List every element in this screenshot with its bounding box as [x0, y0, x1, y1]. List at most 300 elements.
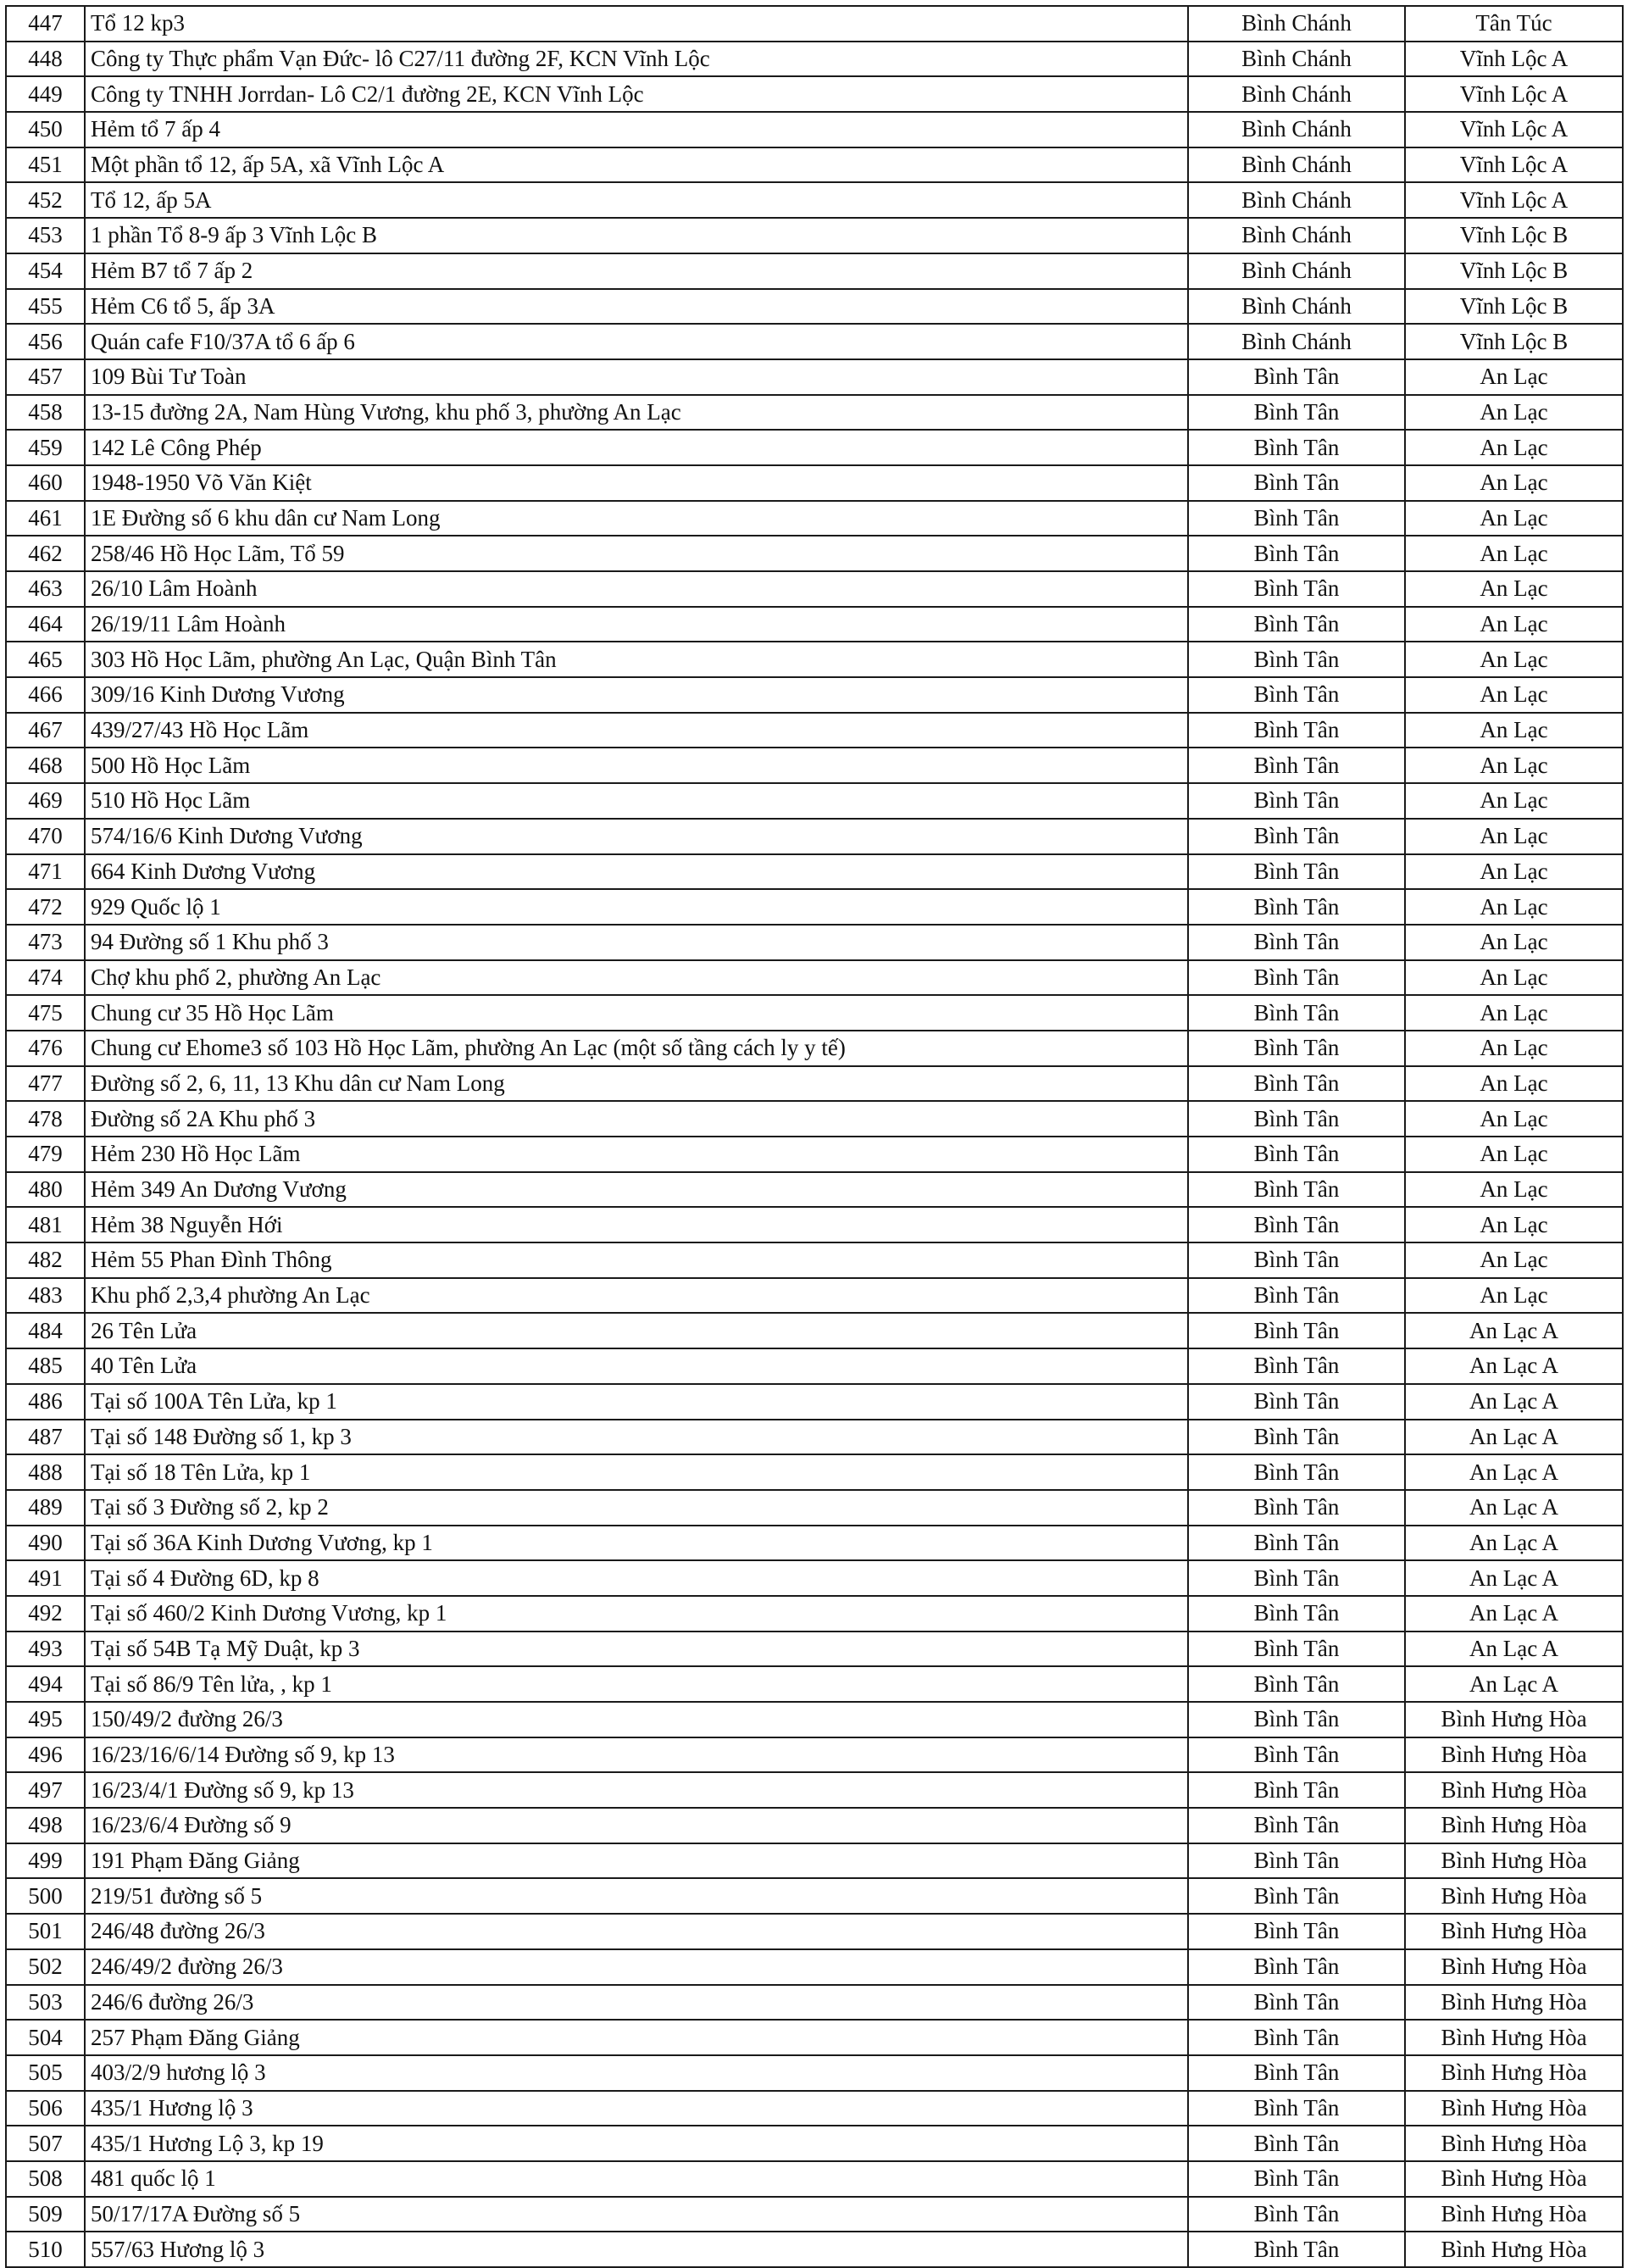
table-row — [6, 925, 1623, 960]
table-row — [6, 1632, 1623, 1667]
table-row — [6, 253, 1623, 289]
district-cell: Bình Tân — [1188, 2020, 1405, 2055]
district-cell: Bình Tân — [1188, 748, 1405, 783]
row-number-cell: 483 — [6, 1278, 85, 1314]
address-cell: Hẻm C6 tổ 5, ấp 3A — [85, 289, 1188, 325]
ward-cell: An Lạc — [1405, 995, 1623, 1031]
district-cell: Bình Tân — [1188, 2091, 1405, 2126]
row-number-cell: 498 — [6, 1808, 85, 1843]
table-row — [6, 2055, 1623, 2091]
row-number-cell: 449 — [6, 76, 85, 112]
table-row — [6, 112, 1623, 147]
district-cell: Bình Tân — [1188, 713, 1405, 748]
address-cell: Công ty Thực phẩm Vạn Đức- lô C27/11 đường 2F, KCN Vĩnh Lộc — [85, 42, 1188, 77]
district-cell: Bình Chánh — [1188, 218, 1405, 253]
ward-cell: Bình Hưng Hòa — [1405, 1702, 1623, 1737]
district-cell: Bình Tân — [1188, 1772, 1405, 1808]
district-cell: Bình Tân — [1188, 1914, 1405, 1949]
district-cell: Bình Tân — [1188, 1313, 1405, 1348]
district-cell: Bình Tân — [1188, 1384, 1405, 1420]
row-number-cell: 490 — [6, 1526, 85, 1561]
table-row — [6, 76, 1623, 112]
address-cell: Tổ 12 kp3 — [85, 6, 1188, 42]
ward-cell: Vĩnh Lộc B — [1405, 253, 1623, 289]
ward-cell: Bình Hưng Hòa — [1405, 1949, 1623, 1985]
table-row — [6, 430, 1623, 465]
ward-cell: An Lạc — [1405, 1031, 1623, 1066]
row-number-cell: 477 — [6, 1066, 85, 1102]
district-cell: Bình Tân — [1188, 1172, 1405, 1208]
table-row — [6, 2020, 1623, 2055]
row-number-cell: 501 — [6, 1914, 85, 1949]
district-cell: Bình Tân — [1188, 536, 1405, 571]
ward-cell: An Lạc — [1405, 713, 1623, 748]
district-cell: Bình Tân — [1188, 783, 1405, 819]
ward-cell: An Lạc — [1405, 960, 1623, 996]
ward-cell: An Lạc — [1405, 359, 1623, 395]
address-cell: 142 Lê Công Phép — [85, 430, 1188, 465]
row-number-cell: 510 — [6, 2232, 85, 2267]
ward-cell: Vĩnh Lộc B — [1405, 218, 1623, 253]
address-cell: 1 phần Tổ 8-9 ấp 3 Vĩnh Lộc B — [85, 218, 1188, 253]
address-cell: Tổ 12, ấp 5A — [85, 182, 1188, 218]
table-row — [6, 1278, 1623, 1314]
address-cell: 94 Đường số 1 Khu phố 3 — [85, 925, 1188, 960]
ward-cell: Bình Hưng Hòa — [1405, 2232, 1623, 2267]
address-cell: Đường số 2, 6, 11, 13 Khu dân cư Nam Long — [85, 1066, 1188, 1102]
table-row — [6, 1560, 1623, 1596]
table-row — [6, 1737, 1623, 1773]
row-number-cell: 447 — [6, 6, 85, 42]
district-cell: Bình Tân — [1188, 1031, 1405, 1066]
row-number-cell: 499 — [6, 1843, 85, 1879]
district-cell: Bình Tân — [1188, 889, 1405, 925]
district-cell: Bình Tân — [1188, 607, 1405, 642]
district-cell: Bình Tân — [1188, 1560, 1405, 1596]
row-number-cell: 450 — [6, 112, 85, 147]
district-cell: Bình Chánh — [1188, 182, 1405, 218]
table-row — [6, 1596, 1623, 1632]
ward-cell: An Lạc A — [1405, 1420, 1623, 1455]
ward-cell: An Lạc — [1405, 854, 1623, 890]
row-number-cell: 486 — [6, 1384, 85, 1420]
ward-cell: Bình Hưng Hòa — [1405, 2197, 1623, 2232]
table-row — [6, 1101, 1623, 1137]
address-cell: 13-15 đường 2A, Nam Hùng Vương, khu phố 3, phường An Lạc — [85, 395, 1188, 431]
ward-cell: An Lạc — [1405, 1278, 1623, 1314]
row-number-cell: 481 — [6, 1207, 85, 1242]
table-row — [6, 1526, 1623, 1561]
address-cell: 16/23/4/1 Đường số 9, kp 13 — [85, 1772, 1188, 1808]
address-cell: Tại số 148 Đường số 1, kp 3 — [85, 1420, 1188, 1455]
district-cell: Bình Tân — [1188, 501, 1405, 536]
district-cell: Bình Tân — [1188, 854, 1405, 890]
district-cell: Bình Tân — [1188, 1702, 1405, 1737]
ward-cell: Bình Hưng Hòa — [1405, 1737, 1623, 1773]
row-number-cell: 479 — [6, 1137, 85, 1172]
ward-cell: An Lạc — [1405, 783, 1623, 819]
row-number-cell: 448 — [6, 42, 85, 77]
district-cell: Bình Tân — [1188, 1101, 1405, 1137]
table-row — [6, 2197, 1623, 2232]
district-cell: Bình Tân — [1188, 1242, 1405, 1278]
table-row — [6, 1242, 1623, 1278]
row-number-cell: 496 — [6, 1737, 85, 1773]
ward-cell: An Lạc — [1405, 889, 1623, 925]
address-cell: 246/6 đường 26/3 — [85, 1985, 1188, 2021]
address-cell: 16/23/6/4 Đường số 9 — [85, 1808, 1188, 1843]
ward-cell: An Lạc — [1405, 748, 1623, 783]
ward-cell: Bình Hưng Hòa — [1405, 2020, 1623, 2055]
district-cell: Bình Tân — [1188, 1985, 1405, 2021]
district-cell: Bình Tân — [1188, 1348, 1405, 1384]
address-cell: Công ty TNHH Jorrdan- Lô C2/1 đường 2E, KCN Vĩnh Lộc — [85, 76, 1188, 112]
district-cell: Bình Tân — [1188, 1207, 1405, 1242]
district-cell: Bình Tân — [1188, 2126, 1405, 2161]
ward-cell: Bình Hưng Hòa — [1405, 1985, 1623, 2021]
table-row — [6, 501, 1623, 536]
address-cell: 1E Đường số 6 khu dân cư Nam Long — [85, 501, 1188, 536]
district-cell: Bình Tân — [1188, 1808, 1405, 1843]
district-cell: Bình Tân — [1188, 960, 1405, 996]
row-number-cell: 491 — [6, 1560, 85, 1596]
row-number-cell: 478 — [6, 1101, 85, 1137]
table-row — [6, 713, 1623, 748]
address-cell: Tại số 54B Tạ Mỹ Duật, kp 3 — [85, 1632, 1188, 1667]
ward-cell: Bình Hưng Hòa — [1405, 1808, 1623, 1843]
table-row — [6, 1772, 1623, 1808]
row-number-cell: 503 — [6, 1985, 85, 2021]
address-cell: 303 Hồ Học Lãm, phường An Lạc, Quận Bình Tân — [85, 642, 1188, 677]
row-number-cell: 487 — [6, 1420, 85, 1455]
table-row — [6, 642, 1623, 677]
ward-cell: Vĩnh Lộc B — [1405, 324, 1623, 359]
district-cell: Bình Tân — [1188, 1843, 1405, 1879]
district-cell: Bình Tân — [1188, 1878, 1405, 1914]
district-cell: Bình Chánh — [1188, 6, 1405, 42]
address-cell: Tại số 100A Tên Lửa, kp 1 — [85, 1384, 1188, 1420]
table-row — [6, 2091, 1623, 2126]
address-cell: 50/17/17A Đường số 5 — [85, 2197, 1188, 2232]
address-cell: 40 Tên Lửa — [85, 1348, 1188, 1384]
ward-cell: An Lạc A — [1405, 1490, 1623, 1526]
row-number-cell: 457 — [6, 359, 85, 395]
ward-cell: An Lạc A — [1405, 1454, 1623, 1490]
district-cell: Bình Tân — [1188, 1632, 1405, 1667]
district-cell: Bình Tân — [1188, 1137, 1405, 1172]
table-row — [6, 465, 1623, 501]
table-row — [6, 1420, 1623, 1455]
ward-cell: An Lạc — [1405, 642, 1623, 677]
district-cell: Bình Tân — [1188, 1490, 1405, 1526]
ward-cell: Vĩnh Lộc A — [1405, 42, 1623, 77]
row-number-cell: 500 — [6, 1878, 85, 1914]
row-number-cell: 489 — [6, 1490, 85, 1526]
ward-cell: Bình Hưng Hòa — [1405, 2126, 1623, 2161]
ward-cell: An Lạc — [1405, 1101, 1623, 1137]
district-cell: Bình Tân — [1188, 359, 1405, 395]
address-cell: Tại số 86/9 Tên lửa, , kp 1 — [85, 1666, 1188, 1702]
ward-cell: Tân Túc — [1405, 6, 1623, 42]
ward-cell: An Lạc A — [1405, 1348, 1623, 1384]
row-number-cell: 465 — [6, 642, 85, 677]
address-cell: 258/46 Hồ Học Lãm, Tổ 59 — [85, 536, 1188, 571]
ward-cell: Bình Hưng Hòa — [1405, 1914, 1623, 1949]
ward-cell: An Lạc — [1405, 430, 1623, 465]
row-number-cell: 472 — [6, 889, 85, 925]
address-cell: 26/10 Lâm Hoành — [85, 571, 1188, 607]
table-row — [6, 571, 1623, 607]
district-cell: Bình Tân — [1188, 1596, 1405, 1632]
address-cell: 435/1 Hương Lộ 3, kp 19 — [85, 2126, 1188, 2161]
row-number-cell: 494 — [6, 1666, 85, 1702]
row-number-cell: 469 — [6, 783, 85, 819]
row-number-cell: 508 — [6, 2161, 85, 2197]
ward-cell: An Lạc — [1405, 395, 1623, 431]
row-number-cell: 461 — [6, 501, 85, 536]
table-row — [6, 960, 1623, 996]
address-cell: Tại số 18 Tên Lửa, kp 1 — [85, 1454, 1188, 1490]
row-number-cell: 474 — [6, 960, 85, 996]
district-cell: Bình Tân — [1188, 1066, 1405, 1102]
table-row — [6, 1808, 1623, 1843]
address-cell: 309/16 Kinh Dương Vương — [85, 677, 1188, 713]
address-cell: Tại số 4 Đường 6D, kp 8 — [85, 1560, 1188, 1596]
district-cell: Bình Tân — [1188, 395, 1405, 431]
table-row — [6, 1348, 1623, 1384]
ward-cell: An Lạc A — [1405, 1526, 1623, 1561]
district-cell: Bình Tân — [1188, 1526, 1405, 1561]
address-cell: 403/2/9 hương lộ 3 — [85, 2055, 1188, 2091]
ward-cell: Vĩnh Lộc A — [1405, 182, 1623, 218]
table-row — [6, 1702, 1623, 1737]
ward-cell: Bình Hưng Hòa — [1405, 2091, 1623, 2126]
ward-cell: An Lạc — [1405, 1137, 1623, 1172]
row-number-cell: 475 — [6, 995, 85, 1031]
district-cell: Bình Tân — [1188, 642, 1405, 677]
row-number-cell: 467 — [6, 713, 85, 748]
row-number-cell: 468 — [6, 748, 85, 783]
address-cell: 257 Phạm Đăng Giảng — [85, 2020, 1188, 2055]
table-row — [6, 536, 1623, 571]
address-cell: 1948-1950 Võ Văn Kiệt — [85, 465, 1188, 501]
row-number-cell: 484 — [6, 1313, 85, 1348]
ward-cell: An Lạc A — [1405, 1596, 1623, 1632]
address-cell: 26/19/11 Lâm Hoành — [85, 607, 1188, 642]
row-number-cell: 506 — [6, 2091, 85, 2126]
row-number-cell: 504 — [6, 2020, 85, 2055]
address-cell: Hẻm 230 Hồ Học Lãm — [85, 1137, 1188, 1172]
table-row — [6, 783, 1623, 819]
row-number-cell: 476 — [6, 1031, 85, 1066]
district-cell: Bình Tân — [1188, 2161, 1405, 2197]
address-cell: 150/49/2 đường 26/3 — [85, 1702, 1188, 1737]
district-cell: Bình Tân — [1188, 819, 1405, 854]
ward-cell: Bình Hưng Hòa — [1405, 2055, 1623, 2091]
ward-cell: An Lạc A — [1405, 1560, 1623, 1596]
district-cell: Bình Tân — [1188, 2055, 1405, 2091]
table-row — [6, 748, 1623, 783]
table-row — [6, 2126, 1623, 2161]
ward-cell: An Lạc — [1405, 501, 1623, 536]
address-cell: 26 Tên Lửa — [85, 1313, 1188, 1348]
row-number-cell: 458 — [6, 395, 85, 431]
table-row — [6, 889, 1623, 925]
ward-cell: Vĩnh Lộc A — [1405, 147, 1623, 183]
address-cell: 574/16/6 Kinh Dương Vương — [85, 819, 1188, 854]
table-row — [6, 6, 1623, 42]
district-cell: Bình Tân — [1188, 571, 1405, 607]
address-cell: 191 Phạm Đăng Giảng — [85, 1843, 1188, 1879]
row-number-cell: 482 — [6, 1242, 85, 1278]
table-row — [6, 854, 1623, 890]
row-number-cell: 485 — [6, 1348, 85, 1384]
row-number-cell: 507 — [6, 2126, 85, 2161]
row-number-cell: 488 — [6, 1454, 85, 1490]
address-cell: 664 Kinh Dương Vương — [85, 854, 1188, 890]
table-row — [6, 819, 1623, 854]
district-cell: Bình Tân — [1188, 1420, 1405, 1455]
table-row — [6, 289, 1623, 325]
table-row — [6, 1666, 1623, 1702]
district-cell: Bình Chánh — [1188, 42, 1405, 77]
table-row — [6, 1878, 1623, 1914]
address-cell: Quán cafe F10/37A tổ 6 ấp 6 — [85, 324, 1188, 359]
table-row — [6, 1454, 1623, 1490]
table-row — [6, 2161, 1623, 2197]
ward-cell: An Lạc — [1405, 1242, 1623, 1278]
table-row — [6, 1914, 1623, 1949]
row-number-cell: 470 — [6, 819, 85, 854]
district-cell: Bình Tân — [1188, 677, 1405, 713]
row-number-cell: 464 — [6, 607, 85, 642]
district-cell: Bình Tân — [1188, 1454, 1405, 1490]
district-cell: Bình Tân — [1188, 1666, 1405, 1702]
ward-cell: Vĩnh Lộc A — [1405, 76, 1623, 112]
row-number-cell: 505 — [6, 2055, 85, 2091]
district-cell: Bình Tân — [1188, 2197, 1405, 2232]
row-number-cell: 451 — [6, 147, 85, 183]
district-cell: Bình Tân — [1188, 995, 1405, 1031]
row-number-cell: 509 — [6, 2197, 85, 2232]
table-row — [6, 1949, 1623, 1985]
ward-cell: An Lạc — [1405, 1207, 1623, 1242]
table-row — [6, 218, 1623, 253]
row-number-cell: 455 — [6, 289, 85, 325]
ward-cell: An Lạc — [1405, 819, 1623, 854]
table-row — [6, 324, 1623, 359]
address-cell: Hẻm tổ 7 ấp 4 — [85, 112, 1188, 147]
district-cell: Bình Chánh — [1188, 289, 1405, 325]
ward-cell: Bình Hưng Hòa — [1405, 1878, 1623, 1914]
ward-cell: An Lạc A — [1405, 1313, 1623, 1348]
address-cell: Tại số 36A Kinh Dương Vương, kp 1 — [85, 1526, 1188, 1561]
row-number-cell: 466 — [6, 677, 85, 713]
address-table — [5, 5, 1624, 2268]
ward-cell: Bình Hưng Hòa — [1405, 1772, 1623, 1808]
ward-cell: An Lạc — [1405, 1172, 1623, 1208]
table-row — [6, 1313, 1623, 1348]
row-number-cell: 492 — [6, 1596, 85, 1632]
address-table-body — [6, 6, 1623, 2267]
address-cell: 439/27/43 Hồ Học Lãm — [85, 713, 1188, 748]
ward-cell: An Lạc A — [1405, 1666, 1623, 1702]
row-number-cell: 497 — [6, 1772, 85, 1808]
row-number-cell: 460 — [6, 465, 85, 501]
row-number-cell: 495 — [6, 1702, 85, 1737]
row-number-cell: 456 — [6, 324, 85, 359]
address-cell: Chung cư 35 Hồ Học Lãm — [85, 995, 1188, 1031]
ward-cell: An Lạc — [1405, 925, 1623, 960]
address-cell: 16/23/16/6/14 Đường số 9, kp 13 — [85, 1737, 1188, 1773]
table-row — [6, 1066, 1623, 1102]
district-cell: Bình Chánh — [1188, 76, 1405, 112]
row-number-cell: 502 — [6, 1949, 85, 1985]
row-number-cell: 452 — [6, 182, 85, 218]
address-cell: Một phần tổ 12, ấp 5A, xã Vĩnh Lộc A — [85, 147, 1188, 183]
address-cell: 435/1 Hương lộ 3 — [85, 2091, 1188, 2126]
row-number-cell: 459 — [6, 430, 85, 465]
address-cell: Hẻm B7 tổ 7 ấp 2 — [85, 253, 1188, 289]
table-row — [6, 1172, 1623, 1208]
district-cell: Bình Chánh — [1188, 112, 1405, 147]
district-cell: Bình Tân — [1188, 465, 1405, 501]
district-cell: Bình Tân — [1188, 1949, 1405, 1985]
address-cell: 510 Hồ Học Lãm — [85, 783, 1188, 819]
table-row — [6, 1137, 1623, 1172]
address-cell: Hẻm 55 Phan Đình Thông — [85, 1242, 1188, 1278]
address-cell: 219/51 đường số 5 — [85, 1878, 1188, 1914]
address-cell: Hẻm 38 Nguyễn Hới — [85, 1207, 1188, 1242]
row-number-cell: 480 — [6, 1172, 85, 1208]
address-cell: 929 Quốc lộ 1 — [85, 889, 1188, 925]
address-cell: 246/49/2 đường 26/3 — [85, 1949, 1188, 1985]
row-number-cell: 463 — [6, 571, 85, 607]
district-cell: Bình Tân — [1188, 925, 1405, 960]
table-row — [6, 995, 1623, 1031]
table-row — [6, 1985, 1623, 2021]
table-row — [6, 395, 1623, 431]
table-row — [6, 359, 1623, 395]
address-cell: 246/48 đường 26/3 — [85, 1914, 1188, 1949]
address-cell: Tại số 3 Đường số 2, kp 2 — [85, 1490, 1188, 1526]
table-row — [6, 147, 1623, 183]
address-cell: Đường số 2A Khu phố 3 — [85, 1101, 1188, 1137]
row-number-cell: 493 — [6, 1632, 85, 1667]
ward-cell: An Lạc — [1405, 677, 1623, 713]
district-cell: Bình Tân — [1188, 1278, 1405, 1314]
ward-cell: An Lạc A — [1405, 1384, 1623, 1420]
table-row — [6, 42, 1623, 77]
ward-cell: Bình Hưng Hòa — [1405, 2161, 1623, 2197]
ward-cell: An Lạc — [1405, 536, 1623, 571]
ward-cell: Vĩnh Lộc B — [1405, 289, 1623, 325]
ward-cell: Vĩnh Lộc A — [1405, 112, 1623, 147]
table-row — [6, 1490, 1623, 1526]
table-row — [6, 1207, 1623, 1242]
district-cell: Bình Tân — [1188, 430, 1405, 465]
row-number-cell: 453 — [6, 218, 85, 253]
ward-cell: An Lạc — [1405, 571, 1623, 607]
address-cell: Chợ khu phố 2, phường An Lạc — [85, 960, 1188, 996]
address-cell: 500 Hồ Học Lãm — [85, 748, 1188, 783]
address-cell: 481 quốc lộ 1 — [85, 2161, 1188, 2197]
address-cell: 109 Bùi Tư Toàn — [85, 359, 1188, 395]
address-cell: Khu phố 2,3,4 phường An Lạc — [85, 1278, 1188, 1314]
table-row — [6, 1843, 1623, 1879]
table-row — [6, 1031, 1623, 1066]
row-number-cell: 473 — [6, 925, 85, 960]
